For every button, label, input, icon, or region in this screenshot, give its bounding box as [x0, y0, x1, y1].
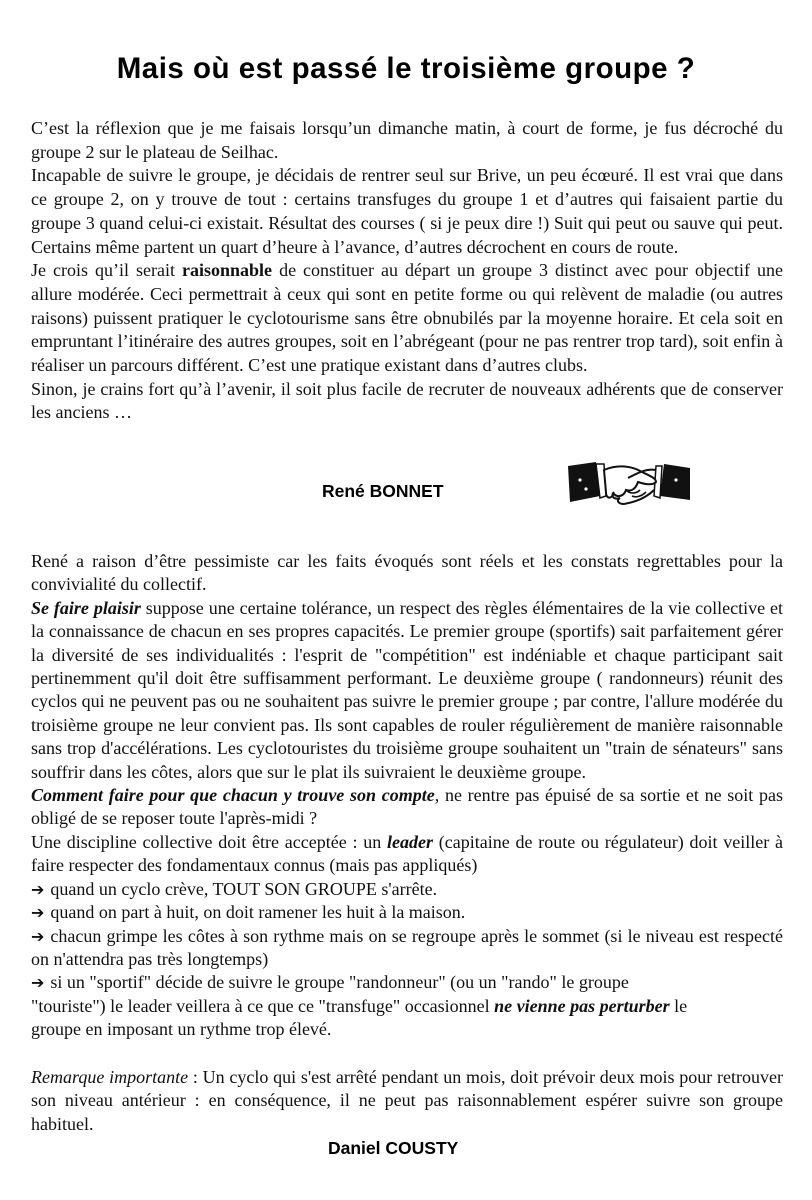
paragraph-text: (capitaine de route ou régulateur) doit veiller à faire respecter des fondamentaux connus (mais pas appliqués)	[31, 831, 784, 876]
remark-paragraph	[31, 1066, 783, 1136]
article-1-paragraph-1: C’est la réflexion que je me faisais lorsqu’un dimanche matin, à court de forme, je fus décroché du groupe 2 sur le plateau de Seilhac.	[31, 118, 783, 162]
paragraph-text: Je crois qu’il serait	[31, 260, 175, 281]
bullet-item-3	[31, 925, 783, 972]
paragraph-text: de constituer au départ un groupe 3 distinct avec pour objectif une allure modérée. Ceci permettrait à ceux qui sont en petite forme ou qui relèvent de maladie (ou autres raisons) puissent pratiquer le cyclotourisme sans être obnubilés par la moyenne horaire. Et cela soit en empruntant l’itinéraire des autres groupes, soit en l’abrégeant (pour ne pas rentrer trop tard), soit enfin à réaliser un parcours différent. C’est une pratique existant dans d’autres clubs.	[31, 260, 784, 376]
page-title: Mais où est passé le troisième groupe ?	[116, 52, 696, 85]
right-arrow-icon: ➔	[31, 879, 45, 899]
bold-word: raisonnable	[182, 260, 273, 281]
remark-text: : Un cyclo qui s'est arrêté pendant un mois, doit prévoir deux mois pour retrouver son niveau antérieur : en conséquence, il ne peut pas raisonnablement espérer suivre son groupe habituel.	[31, 1067, 783, 1134]
bullet-line: groupe en imposant un rythme trop élevé.	[31, 1019, 332, 1040]
emphasis-text: Comment faire pour que chacun y trouve son compte	[31, 785, 435, 806]
bullet-text: quand un cyclo crève, TOUT SON GROUPE s'arrête.	[50, 878, 438, 899]
bullet-text: chacun grimpe les côtes à son rythme mais on se regroupe après le sommet (si le niveau est respecté on n'attendra pas très longtemps)	[31, 925, 783, 969]
bullet-text: si un "sportif" décide de suivre le groupe "randonneur" (ou un "rando" le groupe	[50, 972, 629, 993]
article-2-paragraph-2	[31, 597, 783, 784]
emphasis-text: ne vienne pas perturber	[494, 995, 670, 1016]
signature-rene-bonnet: René BONNET	[322, 481, 444, 501]
bullet-text: "touriste") le leader veillera à ce que ce "transfuge" occasionnel	[31, 995, 490, 1016]
emphasis-text: Se faire plaisir	[31, 597, 141, 618]
bullet-item-1	[31, 878, 783, 901]
right-arrow-icon: ➔	[31, 973, 45, 993]
paragraph-text: , ne rentre pas épuisé de sa sortie et ne soit pas obligé de se reposer toute l'après-midi ?	[31, 785, 783, 829]
article-1-body	[31, 117, 783, 425]
bullet-item-2	[31, 901, 783, 924]
article-2-paragraph-3	[31, 784, 783, 831]
remark-label: Remarque importante	[31, 1067, 189, 1087]
bullet-line	[31, 971, 783, 994]
article-2-paragraph-4	[31, 831, 783, 878]
handshake-icon	[566, 456, 692, 512]
right-arrow-icon: ➔	[31, 903, 45, 923]
bullet-text: quand on part à huit, on doit ramener les huit à la maison.	[50, 902, 466, 923]
article-2-paragraph-1: René a raison d’être pessimiste car les faits évoqués sont réels et les constats regrettables pour la convivialité du collectif.	[31, 551, 783, 595]
remark-block	[31, 1066, 783, 1136]
bullet-text: le	[674, 995, 688, 1016]
article-2-body	[31, 550, 783, 1042]
article-1-paragraph-2: Incapable de suivre le groupe, je décidais de rentrer seul sur Brive, un peu écœuré. Il est vrai que dans ce groupe 2, on y trouve de tout : certains transfuges du groupe 1 et d’autres qui faisaient partie du groupe 3 quand celui-ci existait. Résultat des courses ( si je peux dire !) Suit qui peut ou sauve qui peut. Certains même partent un quart d’heure à l’avance, d’autres décrochent en cours de route.	[31, 165, 783, 257]
article-1-paragraph-3	[31, 259, 783, 378]
article-1-paragraph-4: Sinon, je crains fort qu’à l’avenir, il soit plus facile de recruter de nouveaux adhérents que de conserver les anciens …	[31, 378, 783, 423]
bullet-item-4	[31, 971, 783, 1041]
paragraph-text: Une discipline collective doit être acceptée : un	[31, 831, 382, 852]
right-arrow-icon: ➔	[31, 926, 45, 946]
bullet-line	[31, 995, 783, 1018]
emphasis-text: leader	[387, 831, 433, 852]
signature-daniel-cousty: Daniel COUSTY	[328, 1138, 459, 1158]
paragraph-text: suppose une certaine tolérance, un respect des règles élémentaires de la vie collective et la connaissance de chacun en ses propres capacités. Le premier groupe (sportifs) sait parfaitement gérer la diversité de ses individualités : l'esprit de "compétition" est indéniable et chaque participant sait pertinemment qu'il doit être suffisamment performant. Le deuxième groupe ( randonneurs) réunit des cyclos qui ne peuvent pas ou ne souhaitent pas suivre le premier groupe ; par contre, l'allure modérée du troisième groupe ne leur convient pas. Ils sont capables de rouler régulièrement de manière raisonnable sans trop d'accélérations. Les cyclotouristes du troisième groupe souhaitent un "train de sénateurs" sans souffrir dans les côtes, alors que sur le plat ils suivraient le deuxième groupe.	[31, 597, 783, 782]
